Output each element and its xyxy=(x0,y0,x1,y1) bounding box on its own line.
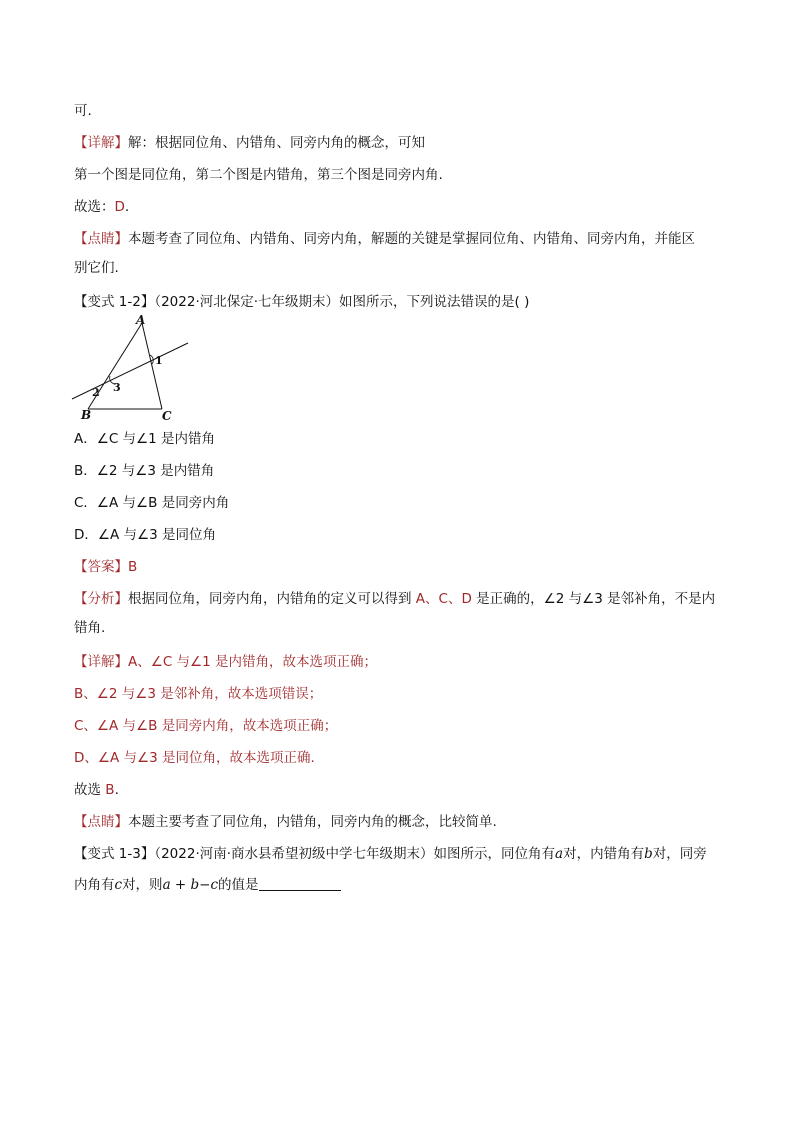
detail-line-a: 【详解】A、∠C 与∠1 是内错角，故本选项正确； xyxy=(74,654,378,670)
comment-paragraph-line2: 别它们. xyxy=(74,260,119,276)
question-1-3-stem-line2: 内角有c对，则a + b−c的值是 xyxy=(74,875,341,895)
angle-label-3: 3 xyxy=(113,381,121,394)
vertex-label-c: C xyxy=(162,409,172,423)
section-tag: 【详解】 xyxy=(74,654,128,670)
analysis-paragraph: 【分析】根据同位角，同旁内角，内错角的定义可以得到 A、C、D 是正确的，∠2 与∠3 是邻补角，不是内 xyxy=(74,591,716,607)
triangle-diagram xyxy=(70,312,190,424)
angle-label-1: 1 xyxy=(155,354,163,367)
question-source: （2022·河南·商水县希望初级中学七年级期末） xyxy=(154,846,434,862)
paragraph-continuation: 可. xyxy=(74,103,92,119)
answer-blank[interactable] xyxy=(259,876,341,891)
section-tag: 【点睛】 xyxy=(74,814,128,830)
comment-paragraph: 【点睛】本题考查了同位角、内错角、同旁内角，解题的关键是掌握同位角、内错角、同旁内角，并能区 xyxy=(74,231,695,247)
choose-line: 故选 B. xyxy=(74,782,119,798)
answer-choice-line: 故选：D. xyxy=(74,199,130,215)
section-tag: 【详解】 xyxy=(74,135,128,151)
detail-line-b: B、∠2 与∠3 是邻补角，故本选项错误； xyxy=(74,686,323,702)
section-tag: 【点睛】 xyxy=(74,231,128,247)
detail-paragraph-line2: 第一个图是同位角，第二个图是内错角，第三个图是同旁内角. xyxy=(74,167,443,183)
detail-line-d: D、∠A 与∠3 是同位角，故本选项正确. xyxy=(74,750,315,766)
detail-line-c: C、∠A 与∠B 是同旁内角，故本选项正确； xyxy=(74,718,338,734)
answer-line: 【答案】B xyxy=(74,559,138,575)
comment-line: 【点睛】本题主要考查了同位角，内错角，同旁内角的概念，比较简单. xyxy=(74,814,497,830)
vertex-label-b: B xyxy=(81,408,92,422)
question-tag: 【变式 1-3】 xyxy=(74,846,155,862)
detail-paragraph: 【详解】解：根据同位角、内错角、同旁内角的概念，可知 xyxy=(74,135,425,151)
question-1-3-stem: 【变式 1-3】（2022·河南·商水县希望初级中学七年级期末）如图所示，同位角有a对，内错角有b对，同旁 xyxy=(74,846,707,862)
option-c: C．∠A 与∠B 是同旁内角 xyxy=(74,495,230,511)
vertex-label-a: A xyxy=(136,313,146,327)
angle-label-2: 2 xyxy=(92,386,100,399)
section-tag: 【分析】 xyxy=(74,591,128,607)
question-1-2-stem: 【变式 1-2】（2022·河北保定·七年级期末）如图所示，下列说法错误的是( ) xyxy=(74,294,530,310)
option-a: A．∠C 与∠1 是内错角 xyxy=(74,431,216,447)
option-b: B．∠2 与∠3 是内错角 xyxy=(74,463,215,479)
analysis-paragraph-line2: 错角. xyxy=(74,620,106,636)
section-tag: 【答案】 xyxy=(74,559,128,575)
option-d: D．∠A 与∠3 是同位角 xyxy=(74,527,217,543)
triangle-figure xyxy=(70,312,190,424)
question-source: （2022·河北保定·七年级期末） xyxy=(154,294,340,310)
question-tag: 【变式 1-2】 xyxy=(74,294,155,310)
transversal-line xyxy=(72,343,188,399)
